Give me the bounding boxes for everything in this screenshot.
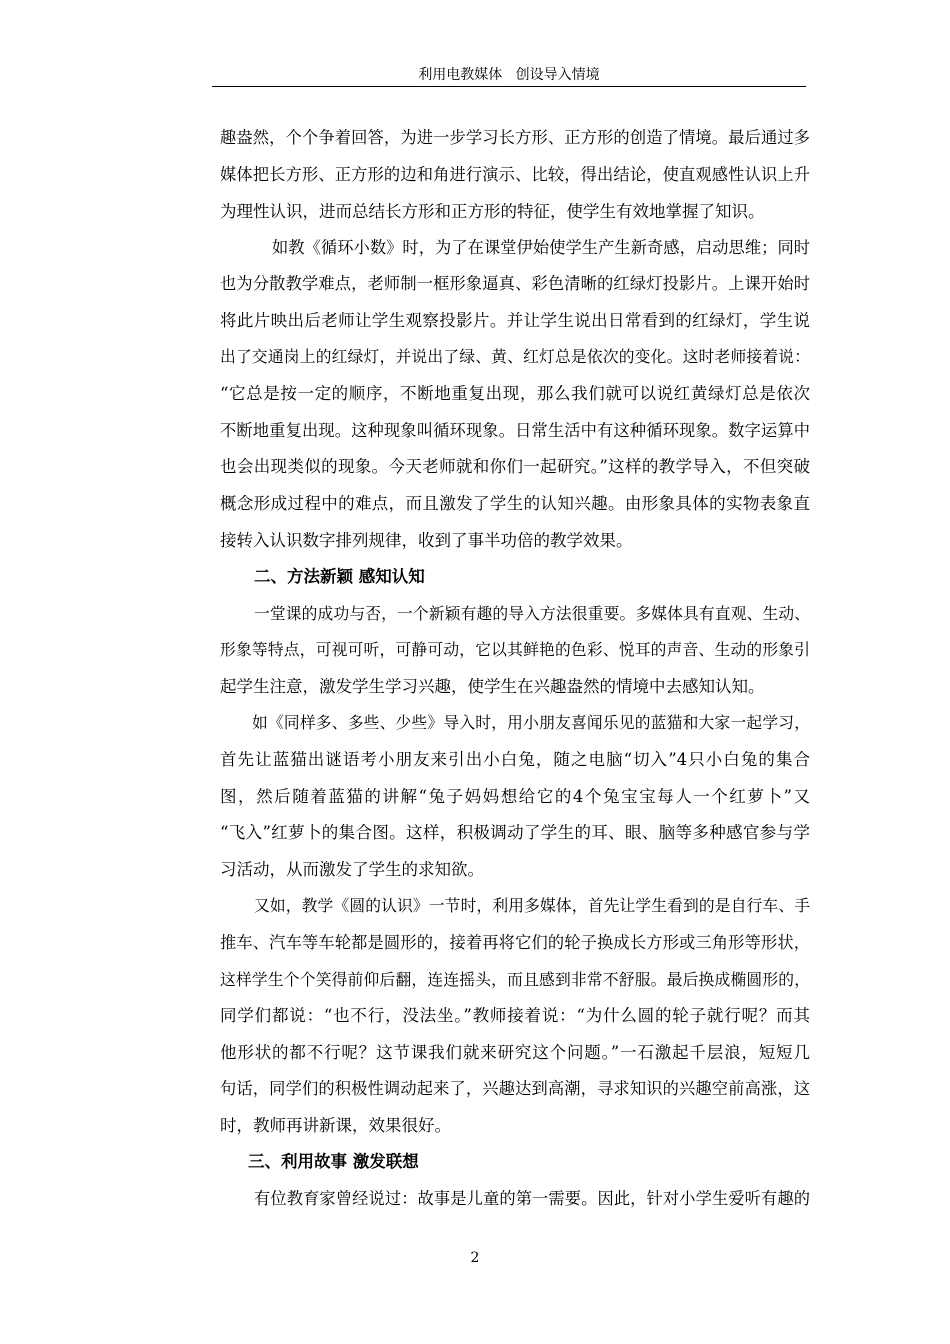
body-line: 又如，教学《圆的认识》一节时，利用多媒体，首先让学生看到的是自行车、手 [254, 896, 810, 915]
header-divider [212, 86, 806, 87]
body-line: 也为分散教学难点，老师制一框形象逼真、彩色清晰的红绿灯投影片。上课开始时 [220, 274, 810, 293]
body-line: 图，然后随着蓝猫的讲解“兔子妈妈想给它的4个兔宝宝每人一个红萝卜”又 [220, 787, 810, 806]
body-line: 也会出现类似的现象。今天老师就和你们一起研究。”这样的教学导入，不但突破 [220, 457, 810, 476]
body-line: 接转入认识数字排列规律，收到了事半功倍的教学效果。 [220, 531, 633, 550]
body-line: 这样学生个个笑得前仰后翻，连连摇头，而且感到非常不舒服。最后换成椭圆形的， [220, 970, 810, 989]
body-line: 首先让蓝猫出谜语考小朋友来引出小白兔，随之电脑“切入”4只小白兔的集合 [220, 750, 810, 769]
body-line: 趣盎然，个个争着回答，为进一步学习长方形、正方形的创造了情境。最后通过多 [220, 128, 810, 147]
section-heading: 三、利用故事 激发联想 [248, 1152, 419, 1171]
body-line: “飞入”红萝卜的集合图。这样，积极调动了学生的耳、眼、脑等多种感官参与学 [220, 823, 810, 842]
page-number: 2 [470, 1250, 480, 1266]
body-line: 有位教育家曾经说过：故事是儿童的第一需要。因此，针对小学生爱听有趣的 [254, 1189, 810, 1208]
body-line: 他形状的都不行呢？这节课我们就来研究这个问题。”一石激起千层浪，短短几 [220, 1043, 810, 1062]
header-title: 利用电教媒体 创设导入情境 [418, 67, 600, 83]
body-line: 时，教师再讲新课，效果很好。 [220, 1116, 451, 1135]
body-line: 将此片映出后老师让学生观察投影片。并让学生说出日常看到的红绿灯，学生说 [220, 311, 810, 330]
body-line: 如教《循环小数》时，为了在课堂伊始使学生产生新奇感，启动思维；同时 [272, 238, 810, 257]
body-line: 句话，同学们的积极性调动起来了，兴趣达到高潮，寻求知识的兴趣空前高涨，这 [220, 1079, 810, 1098]
body-line: 为理性认识，进而总结长方形和正方形的特征，使学生有效地掌握了知识。 [220, 202, 765, 221]
body-line: 形象等特点，可视可听，可静可动，它以其鲜艳的色彩、悦耳的声音、生动的形象引 [220, 640, 810, 659]
body-line: 习活动，从而激发了学生的求知欲。 [220, 860, 484, 879]
body-line: “它总是按一定的顺序，不断地重复出现，那么我们就可以说红黄绿灯总是依次 [220, 384, 810, 403]
section-heading: 二、方法新颖 感知认知 [254, 567, 425, 586]
body-line: 不断地重复出现。这种现象叫循环现象。日常生活中有这种循环现象。数字运算中 [220, 421, 810, 440]
body-line: 出了交通岗上的红绿灯，并说出了绿、黄、红灯总是依次的变化。这时老师接着说： [220, 347, 810, 366]
body-line: 媒体把长方形、正方形的边和角进行演示、比较，得出结论，使直观感性认识上升 [220, 165, 810, 184]
body-line: 起学生注意，激发学生学习兴趣，使学生在兴趣盎然的情境中去感知认知。 [220, 677, 765, 696]
body-line: 一堂课的成功与否，一个新颖有趣的导入方法很重要。多媒体具有直观、生动、 [254, 604, 810, 623]
body-line: 如《同样多、多些、少些》导入时，用小朋友喜闻乐见的蓝猫和大家一起学习， [252, 713, 810, 732]
body-line: 推车、汽车等车轮都是圆形的，接着再将它们的轮子换成长方形或三角形等形状， [220, 933, 810, 952]
body-line: 概念形成过程中的难点，而且激发了学生的认知兴趣。由形象具体的实物表象直 [220, 494, 810, 513]
body-line: 同学们都说：“也不行，没法坐。”教师接着说：“为什么圆的轮子就行呢？而其 [220, 1006, 810, 1025]
